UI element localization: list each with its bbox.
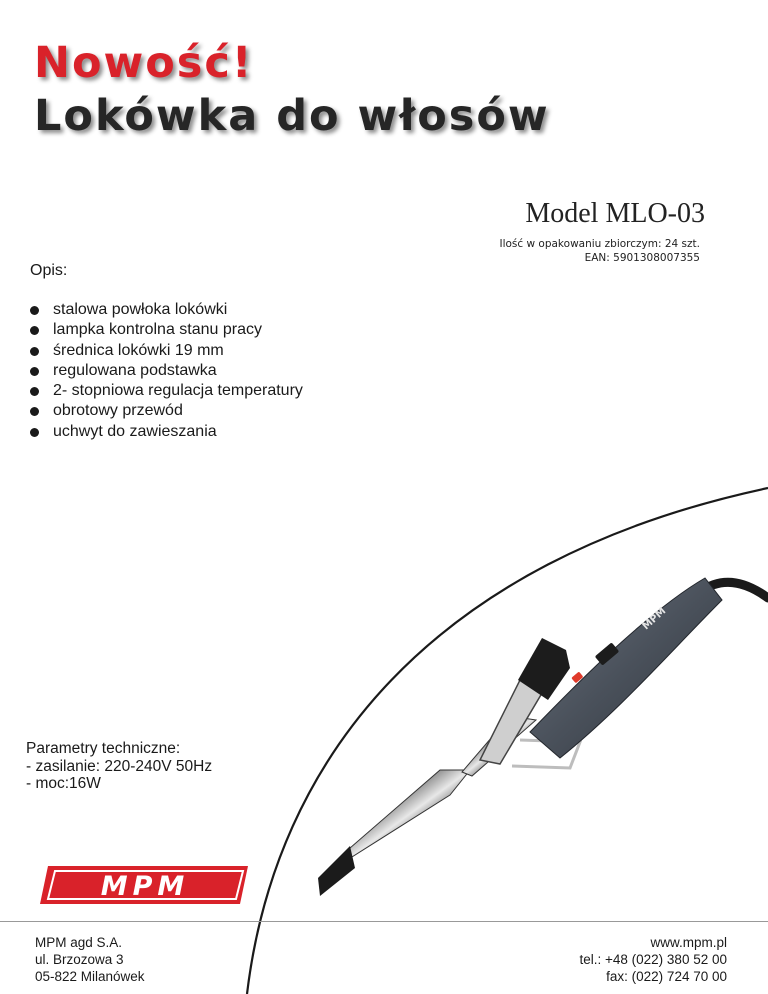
company-name: MPM agd S.A. <box>35 935 123 950</box>
ean-code: EAN: 5901308007355 <box>584 252 700 264</box>
headline-product: Lokówka do włosów <box>34 91 550 141</box>
footer-divider <box>0 921 768 922</box>
pack-quantity: Ilość w opakowaniu zbiorczym: 24 szt. <box>499 238 700 250</box>
phone-number: tel.: +48 (022) 380 52 00 <box>579 952 727 967</box>
technical-params <box>26 740 212 793</box>
logo-text: MPM <box>100 871 190 902</box>
feature-item: regulowana podstawka <box>28 361 303 381</box>
company-address <box>35 934 145 985</box>
params-title: Parametry techniczne: <box>26 740 181 757</box>
feature-item: średnica lokówki 19 mm <box>28 341 303 361</box>
description-label: Opis: <box>30 262 68 279</box>
handle-brand-label: MPM <box>640 605 669 633</box>
feature-item: obrotowy przewód <box>28 401 303 421</box>
company-street: ul. Brzozowa 3 <box>35 952 124 967</box>
params-power-supply: - zasilanie: 220-240V 50Hz <box>26 757 213 775</box>
brand-logo <box>40 862 250 908</box>
fax-number: fax: (022) 724 70 00 <box>606 969 727 984</box>
company-city: 05-822 Milanówek <box>35 969 145 984</box>
model-title: Model MLO-03 <box>525 198 705 229</box>
feature-item: stalowa powłoka lokówki <box>28 300 303 320</box>
website-link[interactable]: www.mpm.pl <box>650 935 727 950</box>
params-power: - moc:16W <box>26 775 101 792</box>
feature-item: lampka kontrolna stanu pracy <box>28 320 303 340</box>
contact-info <box>580 934 728 985</box>
headline-new: Nowość! <box>34 38 254 88</box>
feature-item: 2- stopniowa regulacja temperatury <box>28 381 303 401</box>
feature-item: uchwyt do zawieszania <box>28 422 303 442</box>
curling-iron <box>318 578 722 896</box>
